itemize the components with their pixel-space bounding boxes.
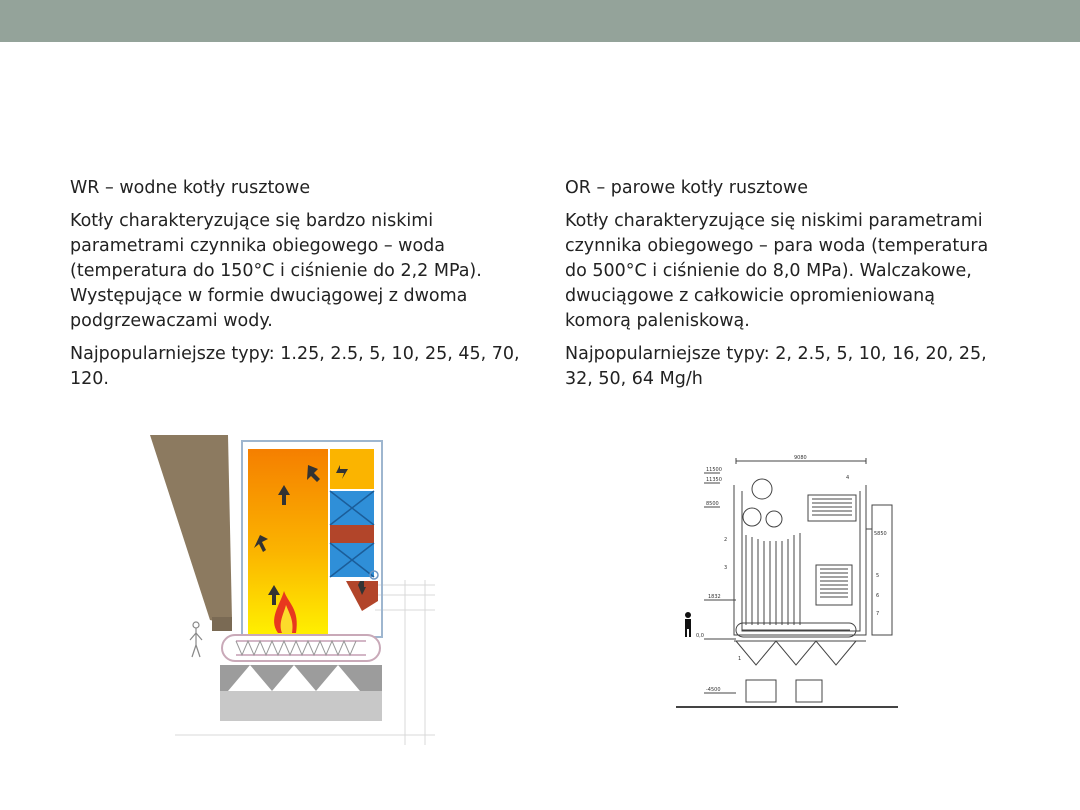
- dim-width: 9080: [794, 455, 807, 461]
- part-number: 7: [876, 611, 880, 617]
- level-label: 11500: [706, 467, 722, 473]
- level-label: 1832: [708, 594, 721, 600]
- left-description: Kotły charakteryzujące się bardzo niskimi parametrami czynnika obiegowego – woda (temperatura do 150°C i ciśnienie do 2,2 MPa). Występujące w formie dwuciągowej z dwoma podgrzewaczami wody.: [70, 211, 482, 331]
- left-column: [70, 176, 540, 400]
- part-number: 4: [846, 475, 850, 481]
- right-description: Kotły charakteryzujące się niskimi parametrami czynnika obiegowego – para woda (temperatura do 500°C i ciśnienie do 8,0 MPa). Walczakowe, dwuciągowe z całkowicie opromieniowaną komorą paleniskową.: [565, 211, 989, 331]
- right-types: Najpopularniejsze typy: 2, 2.5, 5, 10, 16, 20, 25, 32, 50, 64 Mg/h: [565, 344, 987, 389]
- fuel-hopper: [150, 435, 232, 623]
- grate: [222, 635, 380, 661]
- part-number: 1: [738, 656, 742, 662]
- level-label: 5850: [874, 531, 887, 537]
- part-number: 2: [724, 537, 728, 543]
- level-label: 0,0: [696, 633, 704, 639]
- header-bar: [0, 0, 1080, 42]
- right-heading: OR – parowe kotły rusztowe: [565, 178, 809, 198]
- part-number: 6: [876, 593, 880, 599]
- level-label: 11350: [706, 477, 722, 483]
- steam-boiler-drawing: [676, 455, 898, 720]
- left-types: Najpopularniejsze typy: 1.25, 2.5, 5, 10, 25, 45, 70, 120.: [70, 344, 520, 389]
- water-boiler-illustration: [150, 435, 435, 745]
- right-column: [565, 176, 1005, 400]
- part-number: 3: [724, 565, 728, 571]
- level-label: 8500: [706, 501, 719, 507]
- level-label: -4500: [706, 687, 721, 693]
- left-heading: WR – wodne kotły rusztowe: [70, 178, 311, 198]
- part-number: 5: [876, 573, 880, 579]
